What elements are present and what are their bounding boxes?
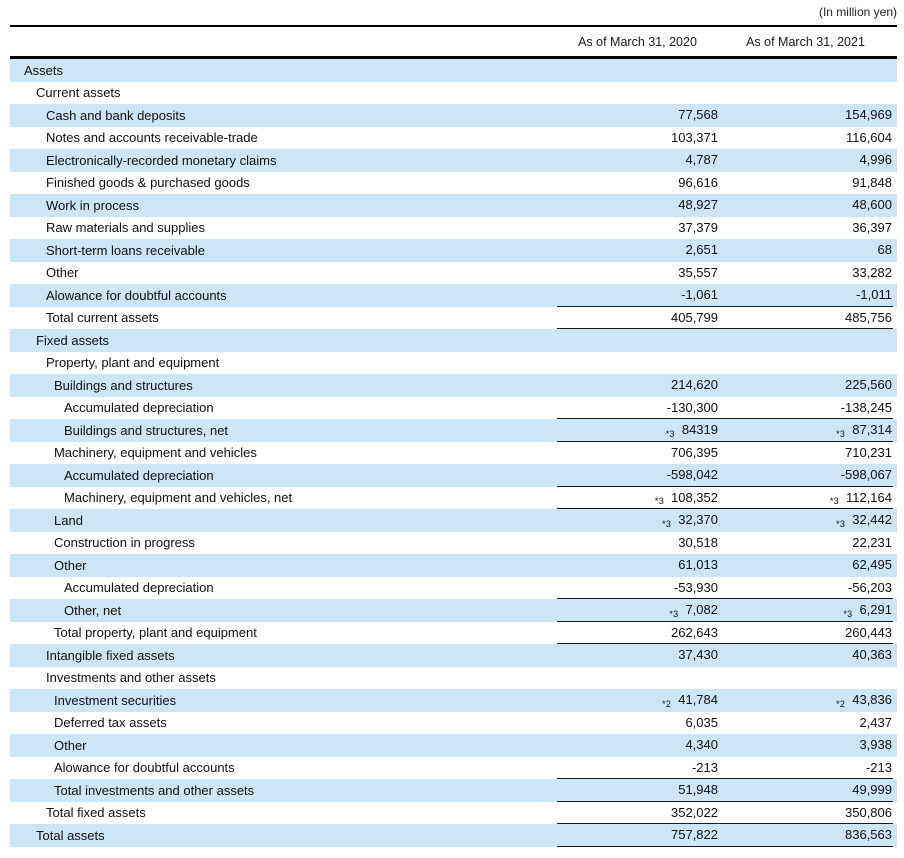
row-values xyxy=(557,802,893,825)
row-values xyxy=(557,104,893,127)
value-text: 49,999 xyxy=(852,782,892,798)
row-values xyxy=(557,82,893,105)
value-2020 xyxy=(557,602,718,617)
table-row xyxy=(10,194,897,217)
value-2021 xyxy=(718,130,893,145)
row-values xyxy=(557,644,893,667)
row-label: Machinery, equipment and vehicles xyxy=(54,445,257,461)
value-text: 68 xyxy=(877,242,892,258)
value-2020 xyxy=(557,287,718,302)
value-text: 108,352 xyxy=(671,489,718,505)
table-row xyxy=(10,487,897,510)
value-2021 xyxy=(718,805,893,820)
header-columns xyxy=(557,35,893,49)
value-2021 xyxy=(718,400,893,415)
row-label: Current assets xyxy=(36,85,121,101)
value-text: 4,787 xyxy=(685,152,718,168)
row-values xyxy=(557,442,893,465)
value-text: 36,397 xyxy=(852,219,892,235)
value-text: 116,604 xyxy=(845,129,892,145)
row-values xyxy=(557,239,893,262)
value-2021 xyxy=(718,197,893,212)
row-label: Total property, plant and equipment xyxy=(54,625,257,641)
row-label: Raw materials and supplies xyxy=(46,220,205,236)
value-2020 xyxy=(557,827,718,842)
value-text: 706,395 xyxy=(671,444,718,460)
footnote-marker: *3 xyxy=(665,428,675,439)
table-row xyxy=(10,577,897,600)
unit-note: (In million yen) xyxy=(818,5,897,19)
row-label: Fixed assets xyxy=(36,332,109,348)
row-label: Finished goods & purchased goods xyxy=(46,175,250,191)
table-row xyxy=(10,262,897,285)
value-text: 3,938 xyxy=(859,737,892,753)
value-2020 xyxy=(557,580,718,595)
table-row xyxy=(10,532,897,555)
row-values xyxy=(557,532,893,555)
row-label: Buildings and structures xyxy=(54,377,193,393)
value-text: 6,291 xyxy=(859,602,892,618)
row-values xyxy=(557,194,893,217)
row-values xyxy=(557,284,893,307)
table-row xyxy=(10,374,897,397)
value-text: 4,996 xyxy=(859,152,892,168)
row-label: Other xyxy=(54,737,87,753)
row-values xyxy=(557,577,893,600)
row-values xyxy=(557,667,893,690)
value-text: 48,927 xyxy=(678,197,718,213)
row-label: Accumulated depreciation xyxy=(64,400,214,416)
column-header-2020: As of March 31, 2020 xyxy=(578,34,697,49)
row-values xyxy=(557,374,893,397)
row-values xyxy=(557,127,893,150)
value-text: 2,651 xyxy=(685,242,718,258)
row-values xyxy=(557,622,893,645)
value-text: 33,282 xyxy=(852,264,892,280)
footnote-marker: *3 xyxy=(654,496,664,507)
row-values xyxy=(557,262,893,285)
footnote-marker: *3 xyxy=(669,608,679,619)
value-2020 xyxy=(557,400,718,415)
row-values xyxy=(557,352,893,375)
value-2020 xyxy=(557,242,718,257)
footnote-marker: *2 xyxy=(662,698,672,709)
value-2020 xyxy=(557,265,718,280)
value-2021 xyxy=(718,152,893,167)
value-text: 214,620 xyxy=(671,377,718,393)
row-label: Total investments and other assets xyxy=(54,782,255,798)
value-text: 48,600 xyxy=(852,197,892,213)
row-label: Other xyxy=(54,557,87,573)
table-row xyxy=(10,757,897,780)
table-row xyxy=(10,127,897,150)
row-values xyxy=(557,59,893,82)
value-text: 41,784 xyxy=(678,692,718,708)
row-label: Buildings and structures, net xyxy=(64,422,229,438)
value-2021 xyxy=(718,580,893,595)
value-text: 43,836 xyxy=(852,692,892,708)
value-text: 352,022 xyxy=(671,804,718,820)
row-label: Accumulated depreciation xyxy=(64,580,214,596)
row-values xyxy=(557,599,893,622)
value-2020 xyxy=(557,220,718,235)
table-row xyxy=(10,59,897,82)
row-values xyxy=(557,217,893,240)
row-label: Total fixed assets xyxy=(46,805,146,821)
footnote-marker: *2 xyxy=(836,698,846,709)
row-label: Total assets xyxy=(36,827,105,843)
value-text: 260,443 xyxy=(845,624,892,640)
value-2020 xyxy=(557,445,718,460)
value-2020 xyxy=(557,152,718,167)
value-text: 61,013 xyxy=(678,557,718,573)
value-text: 710,231 xyxy=(845,444,892,460)
value-text: 112,164 xyxy=(845,489,892,505)
row-values xyxy=(557,464,893,487)
table-row xyxy=(10,442,897,465)
footnote-marker: *3 xyxy=(662,518,672,529)
value-2021 xyxy=(718,422,893,437)
row-label: Land xyxy=(54,512,83,528)
row-label: Intangible fixed assets xyxy=(46,647,175,663)
value-2020 xyxy=(557,625,718,640)
value-2020 xyxy=(557,782,718,797)
row-values xyxy=(557,554,893,577)
row-label: Short-term loans receivable xyxy=(46,242,205,258)
row-values xyxy=(557,734,893,757)
value-text: -213 xyxy=(691,759,718,775)
value-text: 225,560 xyxy=(845,377,892,393)
row-values xyxy=(557,329,893,352)
value-text: 96,616 xyxy=(678,174,718,190)
value-text: 485,756 xyxy=(845,309,892,325)
value-text: -598,042 xyxy=(666,467,718,483)
value-2021 xyxy=(718,692,893,707)
value-2020 xyxy=(557,692,718,707)
table-row xyxy=(10,667,897,690)
value-2021 xyxy=(718,467,893,482)
table-body xyxy=(10,59,897,847)
value-text: -213 xyxy=(865,759,892,775)
row-label: Other, net xyxy=(64,602,122,618)
value-2020 xyxy=(557,422,718,437)
table-row xyxy=(10,172,897,195)
value-2020 xyxy=(557,467,718,482)
value-2020 xyxy=(557,715,718,730)
table-row xyxy=(10,464,897,487)
value-text: 30,518 xyxy=(678,534,718,550)
row-values xyxy=(557,307,893,330)
row-label: Deferred tax assets xyxy=(54,715,167,731)
row-values xyxy=(557,487,893,510)
value-text: 87,314 xyxy=(852,422,892,438)
value-text: -1,011 xyxy=(856,287,892,303)
table-row xyxy=(10,712,897,735)
value-text: 32,442 xyxy=(852,512,892,528)
value-text: -598,067 xyxy=(840,467,892,483)
value-text: 103,371 xyxy=(671,129,718,145)
value-text: -138,245 xyxy=(840,399,892,415)
column-header-2021: As of March 31, 2021 xyxy=(746,34,865,49)
value-text: 350,806 xyxy=(845,804,892,820)
value-text: 77,568 xyxy=(678,107,718,123)
footnote-marker: *3 xyxy=(836,428,846,439)
row-values xyxy=(557,824,893,847)
value-2021 xyxy=(718,715,893,730)
row-values xyxy=(557,172,893,195)
value-text: 91,848 xyxy=(852,174,892,190)
value-2021 xyxy=(718,647,893,662)
value-2020 xyxy=(557,490,718,505)
value-2021 xyxy=(718,602,893,617)
table-row xyxy=(10,554,897,577)
value-2021 xyxy=(718,265,893,280)
value-2020 xyxy=(557,107,718,122)
row-label: Construction in progress xyxy=(54,535,195,551)
value-text: 32,370 xyxy=(678,512,718,528)
value-text: 154,969 xyxy=(845,107,892,123)
table-row xyxy=(10,622,897,645)
value-2021 xyxy=(718,782,893,797)
row-label: Alowance for doubtful accounts xyxy=(54,760,235,776)
row-label: Electronically-recorded monetary claims xyxy=(46,152,277,168)
value-2020 xyxy=(557,130,718,145)
value-2021 xyxy=(718,512,893,527)
value-text: 62,495 xyxy=(852,557,892,573)
value-2021 xyxy=(718,535,893,550)
row-label: Other xyxy=(46,265,79,281)
value-text: -1,061 xyxy=(681,287,718,303)
table-row xyxy=(10,284,897,307)
row-label: Cash and bank deposits xyxy=(46,107,186,123)
footnote-marker: *3 xyxy=(829,496,839,507)
value-2021 xyxy=(718,175,893,190)
row-label: Work in process xyxy=(46,197,139,213)
value-text: 757,822 xyxy=(671,827,718,843)
value-2021 xyxy=(718,287,893,302)
value-2021 xyxy=(718,377,893,392)
value-2021 xyxy=(718,625,893,640)
value-2021 xyxy=(718,490,893,505)
value-2020 xyxy=(557,805,718,820)
table-row xyxy=(10,307,897,330)
value-text: 405,799 xyxy=(671,309,718,325)
value-2020 xyxy=(557,557,718,572)
row-label: Alowance for doubtful accounts xyxy=(46,287,227,303)
value-2020 xyxy=(557,197,718,212)
table-row xyxy=(10,329,897,352)
value-2020 xyxy=(557,647,718,662)
value-2020 xyxy=(557,737,718,752)
table-row xyxy=(10,149,897,172)
value-text: 37,379 xyxy=(678,219,718,235)
table-row xyxy=(10,824,897,847)
value-2020 xyxy=(557,377,718,392)
value-text: 6,035 xyxy=(685,714,718,730)
table-row xyxy=(10,419,897,442)
value-text: 37,430 xyxy=(678,647,718,663)
value-2021 xyxy=(718,220,893,235)
table-row xyxy=(10,599,897,622)
value-2020 xyxy=(557,512,718,527)
value-text: 836,563 xyxy=(845,827,892,843)
table-row xyxy=(10,509,897,532)
value-2021 xyxy=(718,310,893,325)
value-text: 262,643 xyxy=(671,624,718,640)
table-row xyxy=(10,352,897,375)
value-2021 xyxy=(718,827,893,842)
table-row xyxy=(10,779,897,802)
value-text: -130,300 xyxy=(666,399,718,415)
row-label: Machinery, equipment and vehicles, net xyxy=(64,490,293,506)
value-2020 xyxy=(557,535,718,550)
value-2021 xyxy=(718,445,893,460)
row-values xyxy=(557,779,893,802)
value-2020 xyxy=(557,760,718,775)
row-values xyxy=(557,419,893,442)
row-label: Total current assets xyxy=(46,310,159,326)
value-text: -53,930 xyxy=(673,579,718,595)
table-row xyxy=(10,802,897,825)
table-row xyxy=(10,104,897,127)
row-values xyxy=(557,397,893,420)
row-values xyxy=(557,509,893,532)
value-2021 xyxy=(718,107,893,122)
table-row xyxy=(10,397,897,420)
value-2021 xyxy=(718,737,893,752)
row-label: Accumulated depreciation xyxy=(64,467,214,483)
value-text: 22,231 xyxy=(852,534,892,550)
row-label: Investment securities xyxy=(54,692,177,708)
value-2021 xyxy=(718,760,893,775)
value-text: -56,203 xyxy=(847,579,892,595)
value-2021 xyxy=(718,557,893,572)
value-text: 51,948 xyxy=(678,782,718,798)
row-values xyxy=(557,712,893,735)
assets-table xyxy=(10,25,897,847)
value-2021 xyxy=(718,242,893,257)
table-header-row xyxy=(10,27,897,59)
table-row xyxy=(10,689,897,712)
table-row xyxy=(10,644,897,667)
footnote-marker: *3 xyxy=(843,608,853,619)
value-text: 84319 xyxy=(681,422,718,438)
row-label: Investments and other assets xyxy=(46,670,216,686)
footnote-marker: *3 xyxy=(836,518,846,529)
row-values xyxy=(557,689,893,712)
row-label: Property, plant and equipment xyxy=(46,355,220,371)
value-2020 xyxy=(557,310,718,325)
value-text: 4,340 xyxy=(685,737,718,753)
row-values xyxy=(557,757,893,780)
value-2020 xyxy=(557,175,718,190)
value-text: 35,557 xyxy=(678,264,718,280)
value-text: 40,363 xyxy=(852,647,892,663)
table-row xyxy=(10,239,897,262)
table-row xyxy=(10,82,897,105)
row-label: Assets xyxy=(24,62,64,78)
value-text: 7,082 xyxy=(685,602,718,618)
value-text: 2,437 xyxy=(859,714,892,730)
table-row xyxy=(10,734,897,757)
table-row xyxy=(10,217,897,240)
row-values xyxy=(557,149,893,172)
row-label: Notes and accounts receivable-trade xyxy=(46,130,258,146)
